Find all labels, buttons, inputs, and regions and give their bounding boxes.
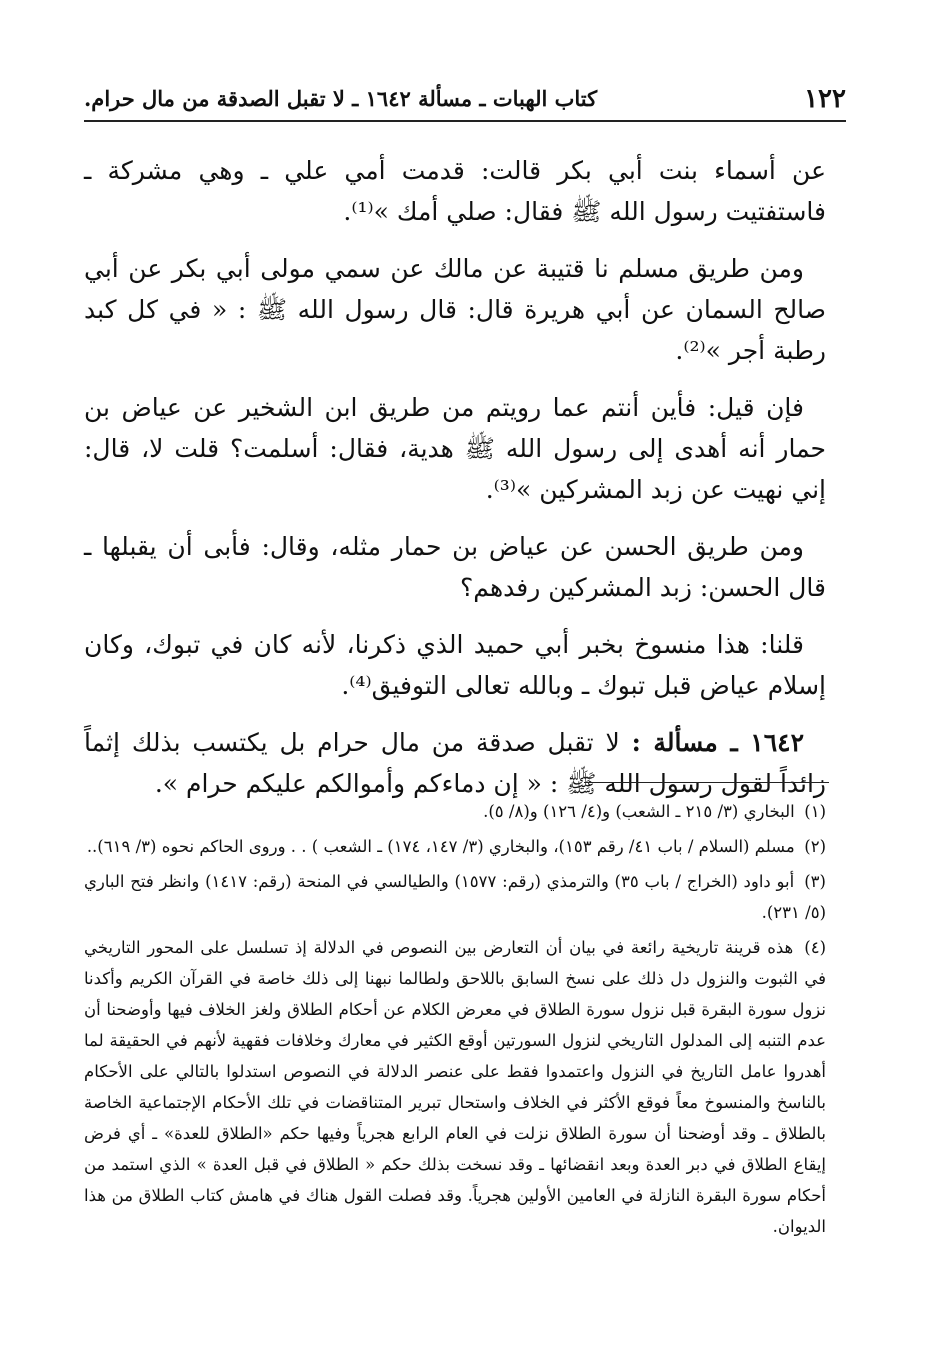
paragraph: فإن قيل: فأين أنتم عما رويتم من طريق ابن الشخير عن عياض بن حمار أنه أهدى إلى رسول الله ﷺ هدية، فقال: أسلمت؟ قلت لا، قال: إني نهيت عن زبد المشركين »⁽³⁾.: [84, 393, 826, 504]
footnote-number: (٢): [804, 837, 826, 856]
issue-text: لا تقبل صدقة من مال حرام بل يكتسب بذلك إثماً زائداً لقول رسول الله ﷺ : « إن دماءكم وأموالكم عليكم حرام ».: [84, 728, 826, 798]
footnotes: [84, 796, 826, 1246]
paragraph: ومن طريق مسلم نا قتيبة عن مالك عن سمي مولى أبي بكر عن أبي صالح السمان عن أبي هريرة قال: قال رسول الله ﷺ : « في كل كبد رطبة أجر »⁽²⁾.: [84, 254, 826, 365]
footnote-number: (٤): [804, 938, 826, 957]
footnote: [84, 866, 826, 928]
issue-paragraph: [84, 722, 826, 804]
page-header: [84, 78, 846, 122]
footnote-text: هذه قرينة تاريخية رائعة في بيان أن التعارض بين النصوص في الدلالة إذ تسلسل على المحور التاريخي في الثبوت والنزول دل ذلك على نسخ السابق باللاحق ولطالما نبهنا إلى ذلك خاصة في القرآن الكريم وأكدنا نزول سورة البقرة قبل نزول سورة الطلاق في معرض الكلام عن أحكام الطلاق ولغز الخلاف فيها وأوضحنا أن عدم التنبه إلى المدلول التاريخي لنزول السورتين أوقع الكثير في معارك وخلافات فقهية لأنهم في الحقيقة لما أهدروا عامل التاريخ في النزول واعتمدوا فقط على عنصر الدلالة في النصوص استدلوا بالتالي على الأحكام بالناسخ والمنسوخ معاً فوقع الأكثر في الخلاف واستحال تبرير المتناقضات في تلك الأحكام الإجتماعية الخاصة بالطلاق ـ وقد أوضحنا أن سورة الطلاق نزلت في العام الرابع هجرياً وفيها حكم «الطلاق للعدة» ـ أي فرض إيقاع الطلاق في دبر العدة وبعد انقضائها ـ وقد نسخت بذلك حكم « الطلاق في قبل العدة » الذي استمد من أحكام سورة البقرة النازلة في العامين الأولين هجرياً. وقد فصلت القول هناك في هامش كتاب الطلاق من هذا الديوان.: [84, 938, 826, 1236]
footnote: [84, 932, 826, 1242]
paragraph: قلنا: هذا منسوخ بخبر أبي حميد الذي ذكرنا، لأنه كان في تبوك، وكان إسلام عياض قبل تبوك ـ وبالله تعالى التوفيق⁽⁴⁾.: [84, 630, 826, 700]
issue-title: ١٦٤٢ ـ مسألة :: [631, 728, 805, 757]
footnote-text: أبو داود (الخراج / باب ٣٥) والترمذي (رقم: ١٥٧٧) والطيالسي في المنحة (رقم: ١٤١٧) وانظر فتح الباري (٥/ ٢٣١).: [84, 872, 826, 922]
main-text: [84, 150, 826, 820]
footnote-number: (٣): [804, 872, 826, 891]
paragraph: ومن طريق الحسن عن عياض بن حمار مثله، وقال: فأبى أن يقبلها ـ قال الحسن: زبد المشركين رفدهم؟: [84, 532, 826, 602]
footnote: [84, 831, 826, 862]
footnote-text: مسلم (السلام / باب ٤١/ رقم ١٥٣)، والبخاري (٣/ ١٤٧، ١٧٤) ـ الشعب ) . . وروى الحاكم نحوه (٣/ ٦١٩)..: [86, 837, 795, 856]
footnote: [84, 796, 826, 827]
running-title: كتاب الهبات ـ مسألة ١٦٤٢ ـ لا تقبل الصدقة من مال حرام.: [84, 86, 598, 111]
footnote-divider: [584, 782, 829, 783]
page-number: ١٢٢: [804, 84, 846, 114]
footnote-text: البخاري (٣/ ٢١٥ ـ الشعب) و(٤/ ١٢٦) و(٨/ ٥).: [483, 802, 795, 821]
footnote-number: (١): [804, 802, 826, 821]
paragraph: عن أسماء بنت أبي بكر قالت: قدمت أمي علي ـ وهي مشركة ـ فاستفتيت رسول الله ﷺ فقال: صلي أمك »⁽¹⁾.: [84, 156, 826, 226]
